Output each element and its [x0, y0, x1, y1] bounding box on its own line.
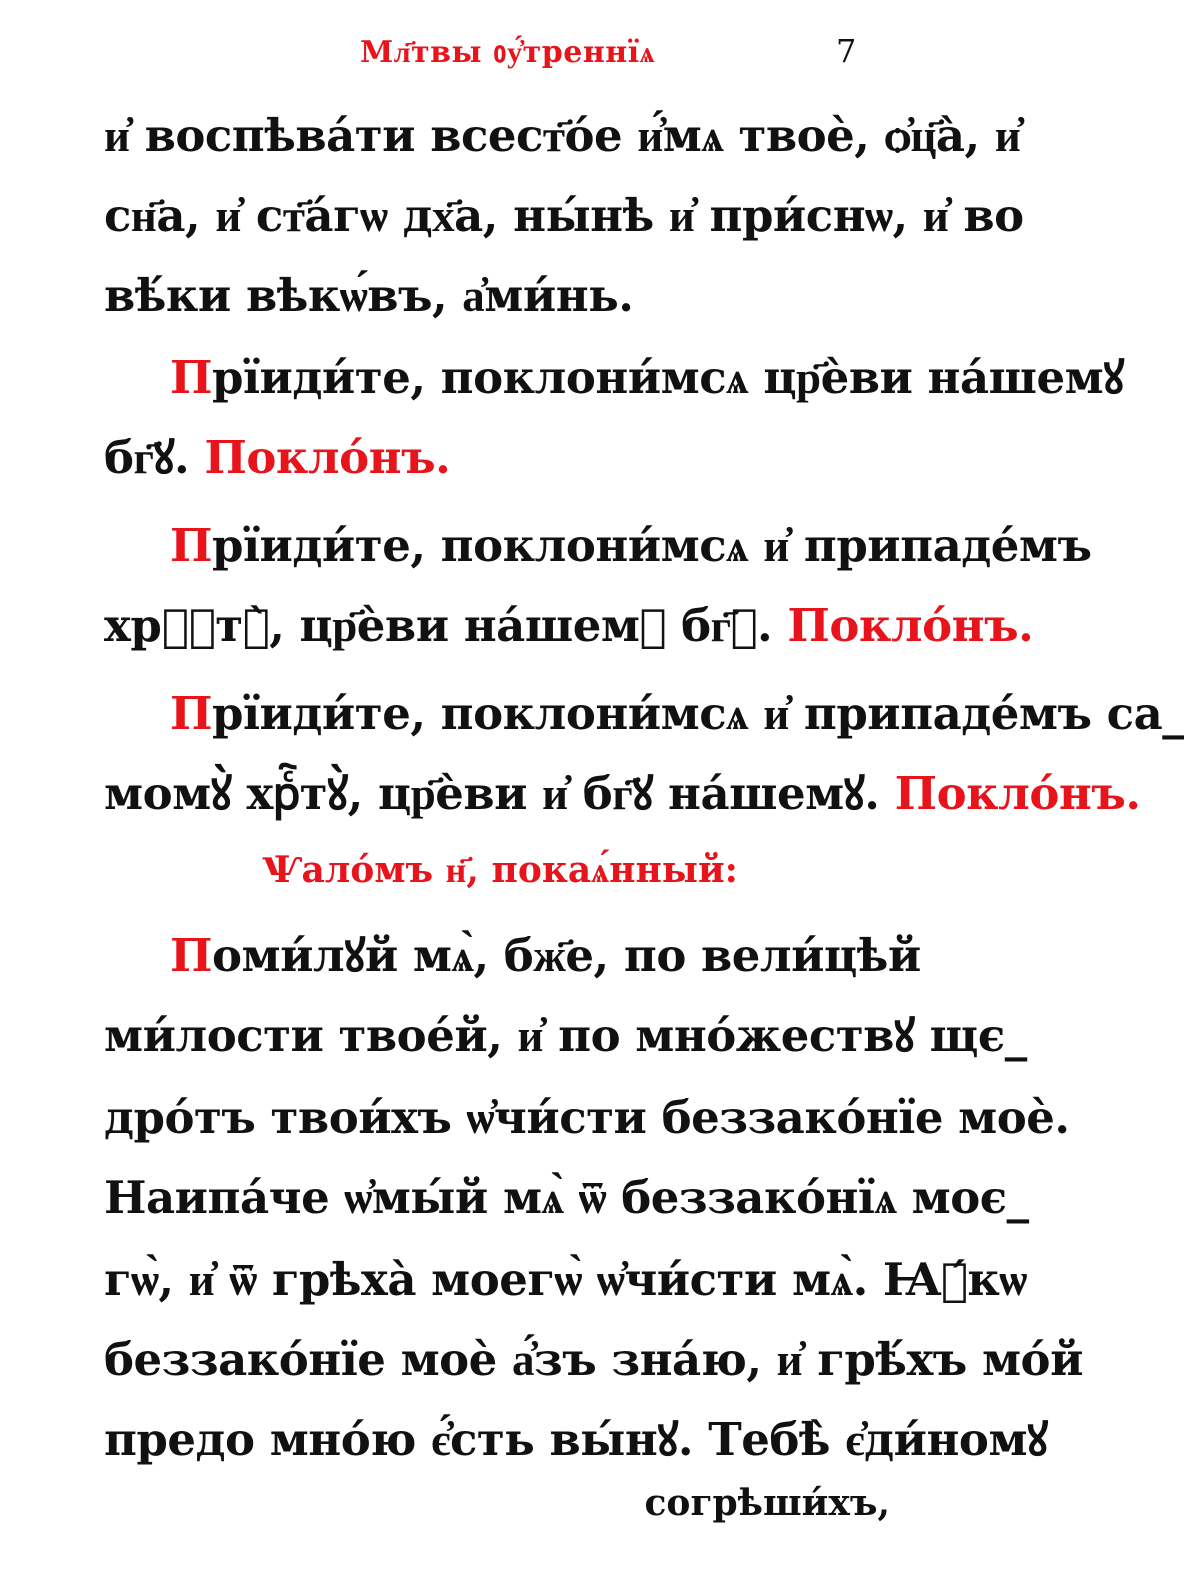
paragraph-text: рїиди́те, поклони́мсѧ цр҃ѐви на́шемꙋ: [212, 351, 1124, 404]
rubric-bow: Покло́нъ.: [894, 767, 1141, 820]
paragraph-1-line-1: [170, 348, 1124, 408]
psalm-line-7: предо мно́ю є҆́сть вы́нꙋ. Тебѣ̀ є҆ди́номꙋ: [104, 1413, 1048, 1466]
psalm-line-4: Наипа́че ѡ҆мы́й мѧ̀ ѿ беззако́нїѧ моє_: [104, 1171, 1029, 1224]
red-initial: П: [170, 929, 212, 982]
psalm-line-3: дро́тъ твои́хъ ѡ҆чи́сти беззако́нїе моѐ.: [104, 1091, 1070, 1144]
red-initial: П: [170, 519, 212, 572]
rubric-bow: Покло́нъ.: [204, 431, 451, 484]
paragraph-2-line-2: [104, 596, 1034, 656]
paragraph-text: рїиди́те, поклони́мсѧ и҆ припаде́мъ са_: [212, 687, 1184, 740]
paragraph-3-line-2: [104, 764, 1141, 824]
paragraph-2-line-1: [170, 516, 1092, 576]
page-number: 7: [836, 32, 857, 70]
page-header: [0, 22, 1000, 82]
paragraph-text: оми́лꙋй мѧ̀, бж҃е, по вели́цѣй: [212, 929, 921, 982]
text-line-1: и҆ воспѣва́ти всест҃о́е и҆́мѧ твоѐ, ѻ҆ц҃а̀, и҆: [104, 109, 1021, 162]
paragraph-text: хрⷭ҇тꙋ̀, цр҃ѐви на́шемꙋ бг҃ꙋ.: [104, 599, 788, 652]
running-title: Мл҃твы ᲂу҆́треннїѧ: [360, 35, 656, 70]
psalm-line-1: [170, 926, 921, 986]
paragraph-text: бг҃ꙋ.: [104, 431, 205, 484]
red-initial: П: [170, 351, 212, 404]
psalm-line-5: гѡ̀, и҆ ѿ грѣха̀ моегѡ̀ ѡ҆чи́сти мѧ̀. Ꙗ҆́кѡ: [104, 1253, 1027, 1306]
paragraph-text: момꙋ̀ хрⷭ҇тꙋ̀, цр҃ѐви и҆ бг҃ꙋ на́шемꙋ.: [104, 767, 895, 820]
paragraph-text: рїиди́те, поклони́мсѧ и҆ припаде́мъ: [212, 519, 1092, 572]
red-initial: П: [170, 687, 212, 740]
paragraph-1-line-2: [104, 428, 889, 488]
text-line-3: вѣ́ки вѣкѡ́въ, а҆ми́нь.: [104, 269, 634, 322]
text-line-2: сн҃а, и҆ ст҃а́гѡ дх҃а, ны́нѣ и҆ при́снѡ, и҆ во: [104, 189, 1024, 242]
paragraph-3-line-1: [170, 684, 1184, 744]
psalm-line-6: беззако́нїе моѐ а҆́зъ зна́ю, и҆ грѣ́хъ мо́й: [104, 1333, 1083, 1386]
psalm-heading: Ѱало́мъ н҃, покаѧ́нный:: [262, 849, 738, 891]
rubric-bow: Покло́нъ.: [787, 599, 1034, 652]
catchword: согрѣши́хъ,: [644, 1482, 890, 1524]
psalm-line-2: ми́лости твое́й, и҆ по мно́жествꙋ щє_: [104, 1009, 1027, 1062]
